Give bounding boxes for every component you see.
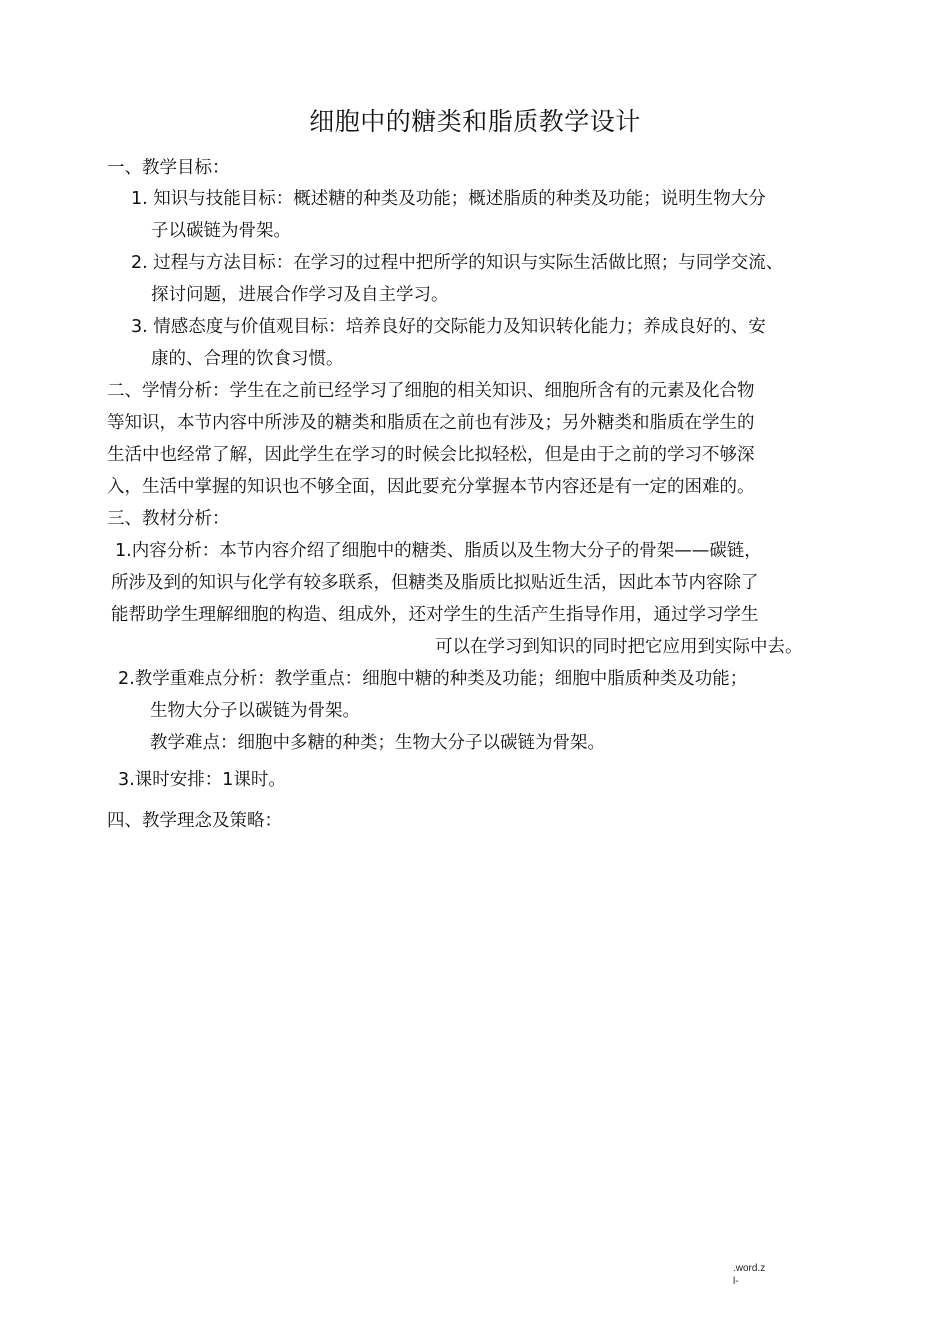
paragraph-line: 康的、合理的饮食习惯。 (151, 349, 344, 369)
section-heading-objectives: 一、教学目标： (107, 158, 230, 178)
paragraph-line: 能帮助学生理解细胞的构造、组成外，还对学生的生活产生指导作用，通过学习学生 (111, 605, 759, 625)
paragraph-line: 探讨问题，进展合作学习及自主学习。 (151, 285, 449, 305)
paragraph-line: 所涉及到的知识与化学有较多联系，但糖类及脂质比拟贴近生活，因此本节内容除了 (111, 573, 759, 593)
page-title: 细胞中的糖类和脂质教学设计 (309, 107, 641, 136)
footer-line: .word.z (733, 1263, 766, 1274)
section-heading-material-analysis: 三、教材分析： (107, 509, 230, 529)
paragraph-line: 等知识，本节内容中所涉及的糖类和脂质在之前也有涉及；另外糖类和脂质在学生的 (107, 413, 755, 433)
section-heading-student-analysis: 二、学情分析：学生在之前已经学习了细胞的相关知识、细胞所含有的元素及化合物 (107, 381, 755, 401)
paragraph-line: 生物大分子以碳链为骨架。 (150, 701, 360, 721)
paragraph-line: 教学难点：细胞中多糖的种类；生物大分子以碳链为骨架。 (150, 733, 605, 753)
paragraph-line: 子以碳链为骨架。 (151, 221, 291, 241)
paragraph-line: 2.教学重难点分析：教学重点：细胞中糖的种类及功能；细胞中脂质种类及功能； (118, 669, 748, 689)
footer-line: l- (733, 1276, 739, 1287)
page-footer (733, 1262, 765, 1288)
section-heading-teaching-philosophy: 四、教学理念及策略： (107, 811, 282, 831)
paragraph-line: 3. 情感态度与价值观目标：培养良好的交际能力及知识转化能力；养成良好的、安 (131, 317, 766, 337)
paragraph-line: 入，生活中掌握的知识也不够全面，因此要充分掌握本节内容还是有一定的困难的。 (107, 477, 755, 497)
paragraph-line: 1.内容分析：本节内容介绍了细胞中的糖类、脂质以及生物大分子的骨架——碳链， (115, 541, 762, 561)
paragraph-line: 1. 知识与技能目标：概述糖的种类及功能；概述脂质的种类及功能；说明生物大分 (131, 189, 766, 209)
paragraph-line: 2. 过程与方法目标：在学习的过程中把所学的知识与实际生活做比照；与同学交流、 (131, 253, 784, 273)
paragraph-line: 3.课时安排：1课时。 (118, 770, 286, 790)
paragraph-line: 生活中也经常了解，因此学生在学习的时候会比拟轻松，但是由于之前的学习不够深 (107, 445, 755, 465)
paragraph-line: 可以在学习到知识的同时把它应用到实际中去。 (435, 637, 803, 657)
